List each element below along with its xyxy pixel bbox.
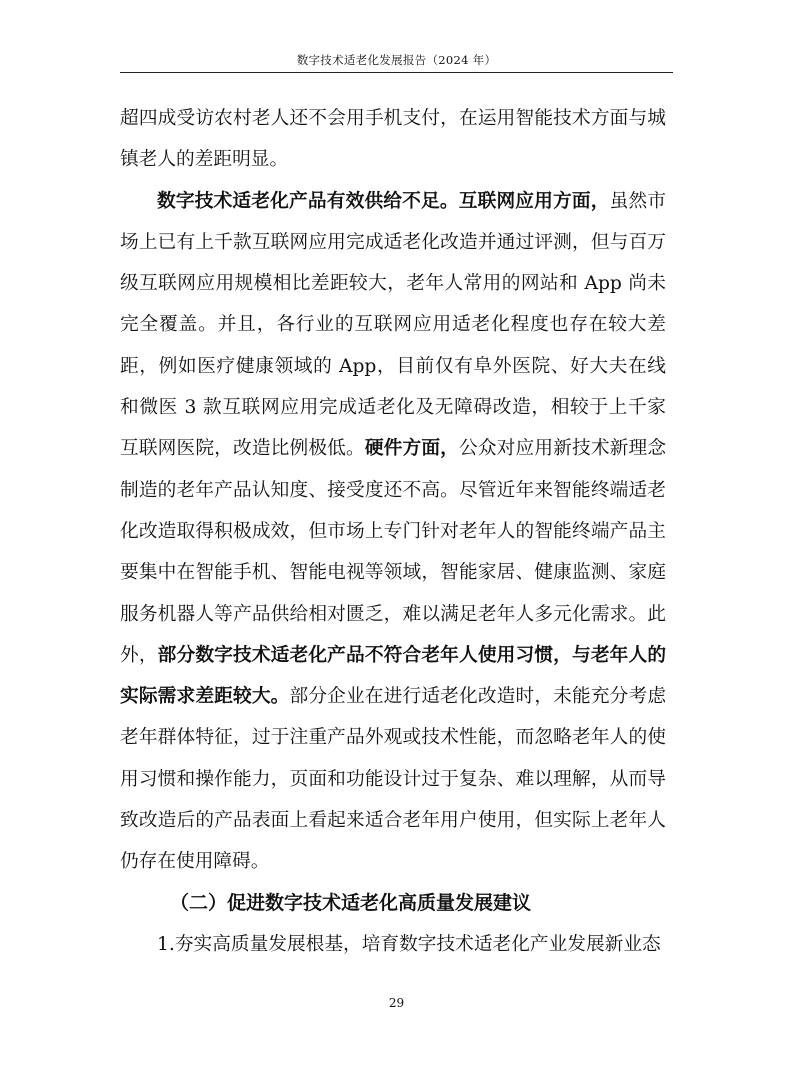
paragraph-2-text-2: 公众对应用新技术新理念制造的老年产品认知度、接受度还不高。尽管近年来智能终端适老化改造取得积极成效，但市场上专门针对老年人的智能终端产品主要集中在智能手机、智能电视等领域，智能家居、健康监测、家庭服务机器人等产品供给相对匮乏，难以满足老年人多元化需求。此外， (120, 438, 667, 666)
paragraph-2-text-1: 虽然市场上已有上千款互联网应用完成适老化改造并通过评测，但与百万级互联网应用规模相比差距较大，老年人常用的网站和 App 尚未完全覆盖。并且，各行业的互联网应用适老化程度也存在较大差距，例如医疗健康领域的 App，目前仅有阜外医院、好大夫在线和微医 3 款互联网应用完成适老化及无障碍改造，相较于上千家互联网医院，改造比例极低。 (120, 190, 667, 460)
bold-lead-supply: 数字技术适老化产品有效供给不足。 (157, 190, 459, 212)
paragraph-2-text-3: 部分企业在进行适老化改造时，未能充分考虑老年群体特征，过于注重产品外观或技术性能，而忽略老年人的使用习惯和操作能力，页面和功能设计过于复杂、难以理解，从而导致改造后的产品表面上看起来适合老年用户使用，但实际上老年人仍存在使用障碍。 (120, 686, 667, 873)
subheading: 1.夯实高质量发展根基，培育数字技术适老化产业发展新业态 (157, 933, 661, 955)
running-header: 数字技术适老化发展报告（2024 年） (296, 53, 497, 67)
header-rule (120, 72, 673, 73)
bold-lead-hardware: 硬件方面， (364, 438, 459, 460)
bold-lead-habits: 部分数字技术适老化产品不符合老年人使用习惯，与老年人的实际需求差距较大。 (120, 644, 667, 708)
paragraph-2 (120, 181, 666, 883)
bold-lead-internet-apps: 互联网应用方面， (458, 190, 610, 212)
paragraph-1: 超四成受访农村老人还不会用手机支付，在运用智能技术方面与城镇老人的差距明显。 (120, 108, 666, 171)
document-body (120, 98, 666, 965)
section-heading: （二）促进数字技术适老化高质量发展建议 (170, 891, 532, 914)
page-number: 29 (388, 996, 405, 1010)
